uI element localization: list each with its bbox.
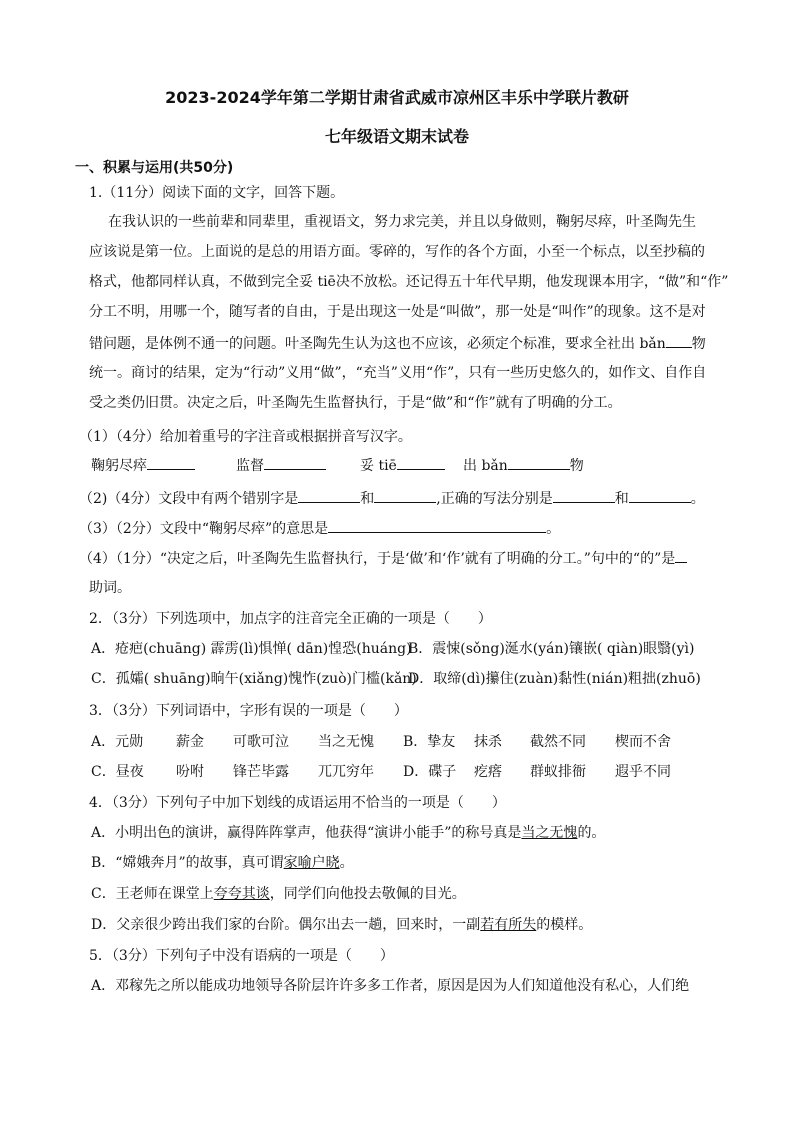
q1-passage-tail: 物 — [691, 336, 706, 352]
q3-stem: 3．（3分）下列词语中，字形有误的一项是（ ） — [89, 703, 408, 719]
underlined-idiom: 当之无愧 — [521, 825, 578, 841]
section-heading: 一、积累与运用(共50分) — [75, 160, 234, 176]
q4-option-b[interactable]: B．“嫦娥奔月”的故事，真可谓家喻户晓。 — [91, 855, 354, 871]
q3-word: 楔而不舍 — [615, 734, 671, 750]
underlined-idiom: 若有所失 — [480, 917, 537, 933]
q1-sub2: （2)（4分）文段中有两个错别字是 和 ,正确的写法分别是 和 。 — [79, 488, 705, 509]
q2-option-c[interactable]: C．孤孀( shuāng)晌午(xiǎng)愧怍(zuò)门槛(kǎn) — [91, 671, 417, 687]
q5-option-a[interactable]: A．邓稼先之所以能成功地领导各阶层许许多多工作者，原因是因为人们知道他没有私心，人们绝 — [91, 978, 690, 994]
answer-blank[interactable] — [508, 455, 570, 470]
answer-blank[interactable] — [264, 455, 326, 470]
q2-option-d[interactable]: D．取缔(dì)攥住(zuàn)黏性(nián)粗拙(zhuō) — [408, 671, 701, 687]
q1-passage-line: 格式，他都同样认真，不做到完全妥 tiē决不放松。还记得五十年代早期，他发现课本用字，“做”和“作” — [89, 274, 729, 290]
q1-passage-line: 分工不明，用哪一个，随写者的自由，于是出现这一处是“叫做”，那一处是“叫作”的现象。这不是对 — [89, 304, 706, 320]
q3-word: 兀兀穷年 — [318, 764, 374, 780]
q3-word: 疙瘩 — [474, 764, 502, 780]
q1-passage-line-with-blank — [89, 333, 706, 354]
exam-title-line2: 七年级语文期末试卷 — [324, 127, 469, 146]
q1-sub3: （3）（2分）文段中“鞠躬尽瘁”的意思是 。 — [79, 518, 560, 539]
answer-blank[interactable] — [666, 333, 692, 348]
underlined-idiom: 家喻户晓 — [283, 855, 340, 871]
answer-blank[interactable] — [298, 488, 360, 503]
q1-sub4: （4）（1分）“决定之后，叶圣陶先生监督执行，于是‘做’和‘作’就有了明确的分工。”句中的“的”是 — [79, 548, 687, 569]
q3-option-c[interactable]: C．昼夜 — [91, 764, 144, 780]
q1-passage-line: 在我认识的一些前辈和同辈里，重视语文，努力求完美，并且以身做则，鞠躬尽瘁，叶圣陶先生 — [108, 214, 696, 230]
q4-option-a[interactable]: A．小明出色的演讲，赢得阵阵掌声，他获得“演讲小能手”的称号真是当之无愧的。 — [91, 825, 606, 841]
answer-blank[interactable] — [397, 455, 445, 470]
answer-blank[interactable] — [553, 488, 615, 503]
q3-word: 抹杀 — [474, 734, 502, 750]
q2-option-a[interactable]: A．疮疤(chuāng) 霹雳(lì)惧惮( dān)惶恐(huáng) — [91, 641, 412, 657]
answer-blank[interactable] — [374, 488, 436, 503]
q2-stem: 2．（3分）下列选项中，加点字的注音完全正确的一项是（ ） — [89, 611, 492, 627]
q1-sub1: （1）（4分）给加着重号的字注音或根据拼音写汉字。 — [79, 429, 412, 445]
q3-option-b[interactable]: B．挚友 — [403, 734, 456, 750]
q3-word: 群蚁排衙 — [530, 764, 586, 780]
q2-option-b[interactable]: B．震悚(sǒng)涎水(yán)镶嵌( qiàn)眼翳(yì) — [408, 641, 695, 657]
q1-stem: 1.（11分）阅读下面的文字，回答下题。 — [89, 185, 345, 201]
q1-passage-line: 应该说是第一位。上面说的是总的用语方面。零碎的，写作的各个方面，小至一个标点，以至抄稿的 — [89, 244, 705, 260]
q1-sub1-item: 监督 — [236, 455, 326, 476]
q3-word: 截然不同 — [530, 734, 586, 750]
q4-option-c[interactable]: C．王老师在课堂上夸夸其谈，同学们向他投去敬佩的目光。 — [91, 886, 466, 902]
q3-option-a[interactable]: A．元勋 — [91, 734, 144, 750]
answer-blank[interactable] — [328, 518, 546, 533]
q4-stem: 4．（3分）下列句子中加下划线的成语运用不恰当的一项是（ ） — [89, 795, 506, 811]
q5-stem: 5．（3分）下列句子中没有语病的一项是（ ） — [89, 948, 394, 964]
answer-blank[interactable] — [675, 548, 687, 563]
q3-word: 可歌可泣 — [233, 734, 289, 750]
q3-word: 吩咐 — [176, 764, 204, 780]
underlined-idiom: 夸夸其谈 — [213, 886, 270, 902]
exam-title-line1: 2023-2024学年第二学期甘肃省武威市凉州区丰乐中学联片教研 — [165, 88, 629, 107]
q1-sub1-item: 鞠躬尽瘁 — [91, 455, 195, 476]
q3-word: 当之无愧 — [318, 734, 374, 750]
q1-passage-text: 错问题，是体例不通一的问题。叶圣陶先生认为这也不应该，必须定个标准，要求全社出 bǎn — [89, 336, 666, 352]
answer-blank[interactable] — [147, 455, 195, 470]
q1-sub1-item: 出 bǎn 物 — [463, 455, 584, 476]
q1-sub4-end: 助词。 — [89, 580, 131, 596]
q4-option-d[interactable]: D．父亲很少跨出我们家的台阶。偶尔出去一趟，回来时，一副若有所失的模样。 — [91, 917, 593, 933]
q3-word: 遐乎不同 — [615, 764, 671, 780]
q3-word: 薪金 — [176, 734, 204, 750]
q3-option-d[interactable]: D．碟子 — [403, 764, 457, 780]
q3-word: 锋芒毕露 — [233, 764, 289, 780]
answer-blank[interactable] — [629, 488, 691, 503]
q1-passage-line: 受之类仍旧贯。决定之后，叶圣陶先生监督执行，于是“做”和“作”就有了明确的分工。 — [89, 395, 622, 411]
q1-sub1-item: 妥 tiē — [360, 455, 445, 476]
q1-passage-line: 统一。商讨的结果，定为“行动”义用“做”，“充当”义用“作”，只有一些历史悠久的，如作文、自作自 — [89, 365, 707, 381]
